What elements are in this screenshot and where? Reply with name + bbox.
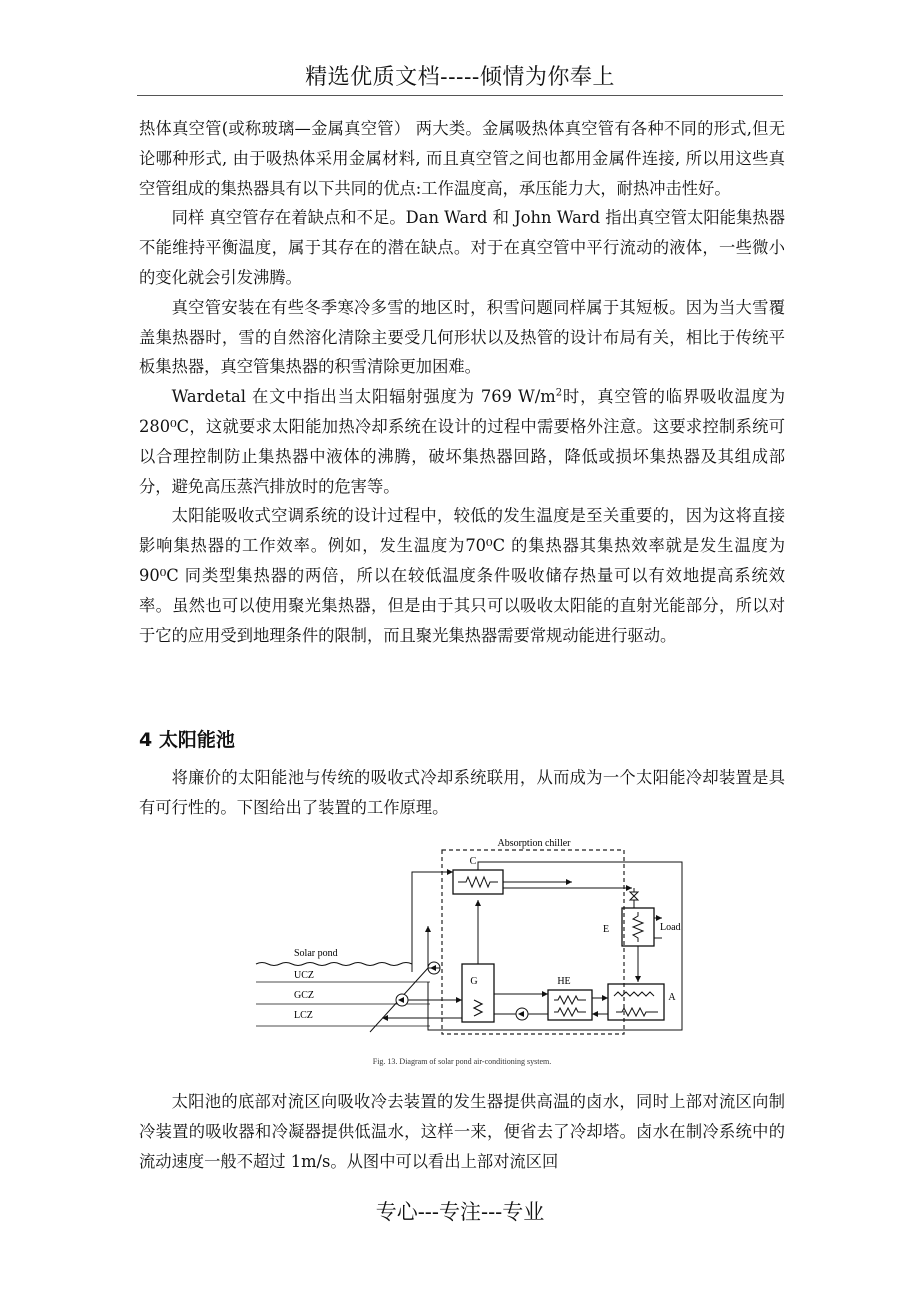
absorber-coil bbox=[616, 1008, 658, 1016]
paragraph-2: 同样 真空管存在着缺点和不足。Dan Ward 和 John Ward 指出真空管太阳能集热器不能维持平衡温度，属于其存在的潜在缺点。对于在真空管中平行流动的液体，一些微小的变化就会引发沸腾。 bbox=[139, 208, 785, 287]
chiller-title: Absorption chiller bbox=[497, 838, 571, 849]
label-g: G bbox=[470, 976, 478, 987]
page-header: 精选优质文档-----倾情为你奉上 bbox=[305, 65, 615, 90]
pipe-cold-return bbox=[412, 872, 453, 972]
label-c: C bbox=[469, 856, 477, 867]
solar-pond-diagram bbox=[252, 832, 692, 1072]
label-gcz: GCZ bbox=[294, 990, 314, 1001]
paragraph-3: 真空管安装在有些冬季寒冷多雪的地区时，积雪问题同样属于其短板。因为当大雪覆盖集热器时，雪的自然溶化清除主要受几何形状以及热管的设计布局有关，相比于传统平板集热器，真空管集热器的积雪清除更加困难。 bbox=[139, 297, 785, 377]
body-bottom bbox=[139, 1087, 785, 1176]
label-e: E bbox=[602, 924, 610, 935]
section-heading: 4 太阳能池 bbox=[139, 729, 235, 751]
paragraph-wardetal bbox=[139, 382, 785, 501]
generator-coil bbox=[474, 1000, 482, 1016]
expansion-valve bbox=[630, 892, 638, 900]
body-middle bbox=[139, 763, 785, 823]
he-coil-top bbox=[554, 996, 586, 1004]
he-coil-bottom bbox=[554, 1008, 586, 1016]
wardetal-sup: 2 bbox=[555, 387, 563, 399]
condenser-coil bbox=[458, 877, 498, 887]
paragraph-1: 热体真空管(或称玻璃—金属真空管） 两大类。金属吸热体真空管有各种不同的形式,但无论哪种形式, 由于吸热体采用金属材料, 而且真空管之间也都用金属件连接, 所以用这些真空管组成的集热器具有以下共同的优点:工作温度高，承压能力大，耐热冲击性好。 bbox=[139, 119, 785, 198]
figure-caption: Fig. 13. Diagram of solar pond air-conditioning system. bbox=[372, 1057, 552, 1066]
label-he: HE bbox=[557, 976, 571, 987]
label-a: A bbox=[668, 992, 676, 1003]
wardetal-part1: Wardetal 在文中指出当太阳辐射强度为 769 W/m bbox=[171, 387, 556, 407]
body-top bbox=[139, 114, 785, 650]
pipe-top-right bbox=[478, 862, 682, 1014]
evaporator-coil bbox=[633, 912, 643, 942]
absorber-box bbox=[608, 984, 664, 1020]
paragraph-intro: 将廉价的太阳能池与传统的吸收式冷却系统联用，从而成为一个太阳能冷却装置是具有可行性的。下图给出了装置的工作原理。 bbox=[139, 768, 785, 817]
label-load: Load bbox=[660, 922, 681, 933]
pond-surface bbox=[256, 963, 412, 966]
label-lcz: LCZ bbox=[294, 1010, 313, 1021]
header-divider bbox=[137, 95, 783, 96]
label-solar-pond: Solar pond bbox=[294, 948, 338, 959]
wardetal-part2: 时，真空管的临界吸收温度为 280⁰C，这就要求太阳能加热冷却系统在设计的过程中需要格外注意。这要求控制系统可以合理控制防止集热器中液体的沸腾，破坏集热器回路，降低或损坏集热器及其组成部分，避免高压蒸汽排放时的危害等。 bbox=[139, 387, 785, 496]
generator-box bbox=[462, 964, 494, 1022]
label-ucz: UCZ bbox=[294, 970, 314, 981]
chiller-boundary bbox=[442, 850, 624, 1034]
page-footer: 专心---专注---专业 bbox=[375, 1200, 545, 1224]
absorber-spray bbox=[614, 992, 654, 996]
pipe-bottom-return bbox=[428, 982, 682, 1030]
heat-exchanger-box bbox=[548, 990, 592, 1020]
paragraph-5: 太阳能吸收式空调系统的设计过程中，较低的发生温度是至关重要的，因为这将直接影响集热器的工作效率。例如，发生温度为70⁰C 的集热器其集热效率就是发生温度为 90⁰C 同类型集热器的两倍，所以在较低温度条件吸收储存热量可以有效地提高系统效率。虽然也可以使用聚光集热器，但是由于其只可以吸收太阳能的直射光能部分，所以对于它的应用受到地理条件的限制，而且聚光集热器需要常规动能进行驱动。 bbox=[139, 506, 785, 645]
paragraph-bottom: 太阳池的底部对流区向吸收冷去装置的发生器提供高温的卤水，同时上部对流区向制冷装置的吸收器和冷凝器提供低温水，这样一来，便省去了冷却塔。卤水在制冷系统中的流动速度一般不超过 1m/s。从图中可以看出上部对流区回 bbox=[139, 1092, 785, 1171]
